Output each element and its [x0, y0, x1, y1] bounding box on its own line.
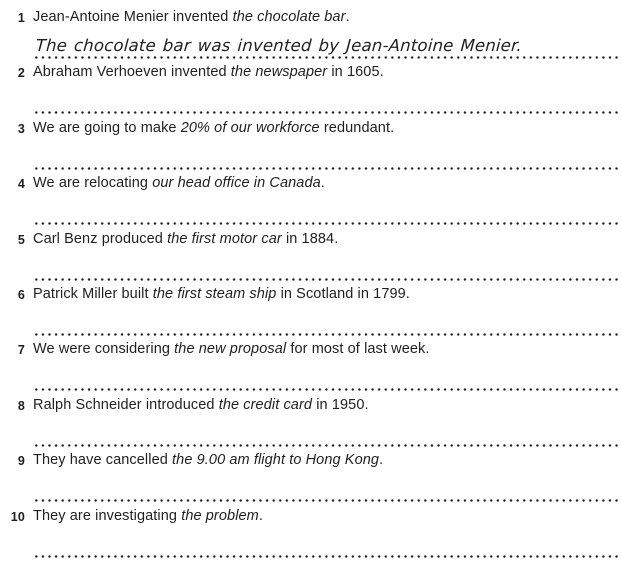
sentence-segment: in 1884. [281, 230, 339, 247]
sentence-segment: Jean-Antoine Menier invented [33, 9, 233, 25]
exercise-item [0, 340, 622, 395]
sentence-italic-segment: the problem [181, 507, 259, 524]
exercise-item [0, 174, 622, 229]
exercise-item [0, 507, 622, 561]
item-sentence [33, 63, 622, 82]
item-sentence [33, 451, 622, 470]
item-number: 4 [17, 177, 25, 192]
answer-blank-line[interactable] [33, 555, 619, 558]
sentence-segment: Ralph Schneider introduced [33, 396, 219, 413]
answer-blank-line[interactable] [33, 333, 619, 336]
item-number: 1 [17, 11, 25, 25]
sentence-segment: for most of last week. [286, 341, 430, 358]
sentence-segment: in 1950. [312, 396, 369, 413]
sentence-segment: . [379, 452, 384, 469]
sentence-segment: Carl Benz produced [33, 230, 168, 247]
answer-blank-line[interactable] [33, 111, 619, 114]
sentence-italic-segment: the new proposal [174, 341, 287, 358]
exercise-item [0, 8, 622, 63]
sentence-italic-segment: the chocolate bar [232, 9, 346, 25]
sentence-italic-segment: our head office in Canada [152, 175, 321, 192]
handwritten-answer: The chocolate bar was invented by Jean-Antoine Menier. [35, 36, 523, 55]
item-number: 7 [17, 343, 25, 358]
sentence-segment: They have cancelled [33, 452, 173, 469]
sentence-segment: Abraham Verhoeven invented [33, 64, 231, 81]
item-sentence [33, 8, 622, 27]
exercise-item [0, 396, 622, 451]
sentence-italic-segment: the first motor car [167, 230, 282, 247]
sentence-segment: redundant. [319, 119, 395, 136]
item-sentence [33, 174, 622, 193]
item-sentence [33, 340, 622, 359]
sentence-segment: We are going to make [33, 119, 181, 136]
item-sentence [33, 396, 622, 415]
sentence-italic-segment: the credit card [218, 396, 313, 413]
item-number: 3 [17, 121, 25, 136]
item-number: 5 [17, 232, 25, 247]
sentence-segment: in Scotland in 1799. [276, 285, 410, 302]
sentence-italic-segment: the newspaper [230, 64, 328, 81]
item-sentence [33, 119, 622, 138]
item-sentence [33, 285, 622, 304]
sentence-segment: in 1605. [327, 64, 384, 81]
item-number: 2 [17, 66, 25, 81]
sentence-segment: . [345, 9, 350, 25]
item-sentence [33, 507, 622, 526]
exercise-item [0, 285, 622, 340]
item-number: 10 [10, 509, 25, 524]
exercise-item [0, 230, 622, 285]
sentence-segment: . [320, 175, 325, 192]
exercise-item [0, 451, 622, 506]
sentence-italic-segment: 20% of our workforce [180, 119, 320, 136]
answer-blank-line[interactable] [33, 167, 619, 170]
answer-blank-line[interactable] [33, 499, 619, 502]
answer-blank-line[interactable] [33, 56, 619, 59]
answer-blank-line[interactable] [33, 222, 619, 225]
sentence-italic-segment: the first steam ship [152, 285, 277, 302]
item-number: 9 [17, 454, 25, 469]
answer-blank-line[interactable] [33, 278, 619, 281]
exercise-item [0, 63, 622, 118]
sentence-segment: Patrick Miller built [33, 285, 153, 302]
item-number: 8 [17, 398, 25, 413]
sentence-segment: They are investigating [33, 507, 182, 524]
sentence-segment: We are relocating [33, 175, 153, 192]
sentence-italic-segment: the 9.00 am flight to Hong Kong [172, 452, 380, 469]
item-number: 6 [17, 287, 25, 302]
sentence-segment: . [258, 507, 263, 524]
item-sentence [33, 230, 622, 249]
answer-blank-line[interactable] [33, 444, 619, 447]
answer-blank-line[interactable] [33, 388, 619, 391]
sentence-segment: We were considering [33, 341, 175, 358]
exercise-item [0, 119, 622, 174]
